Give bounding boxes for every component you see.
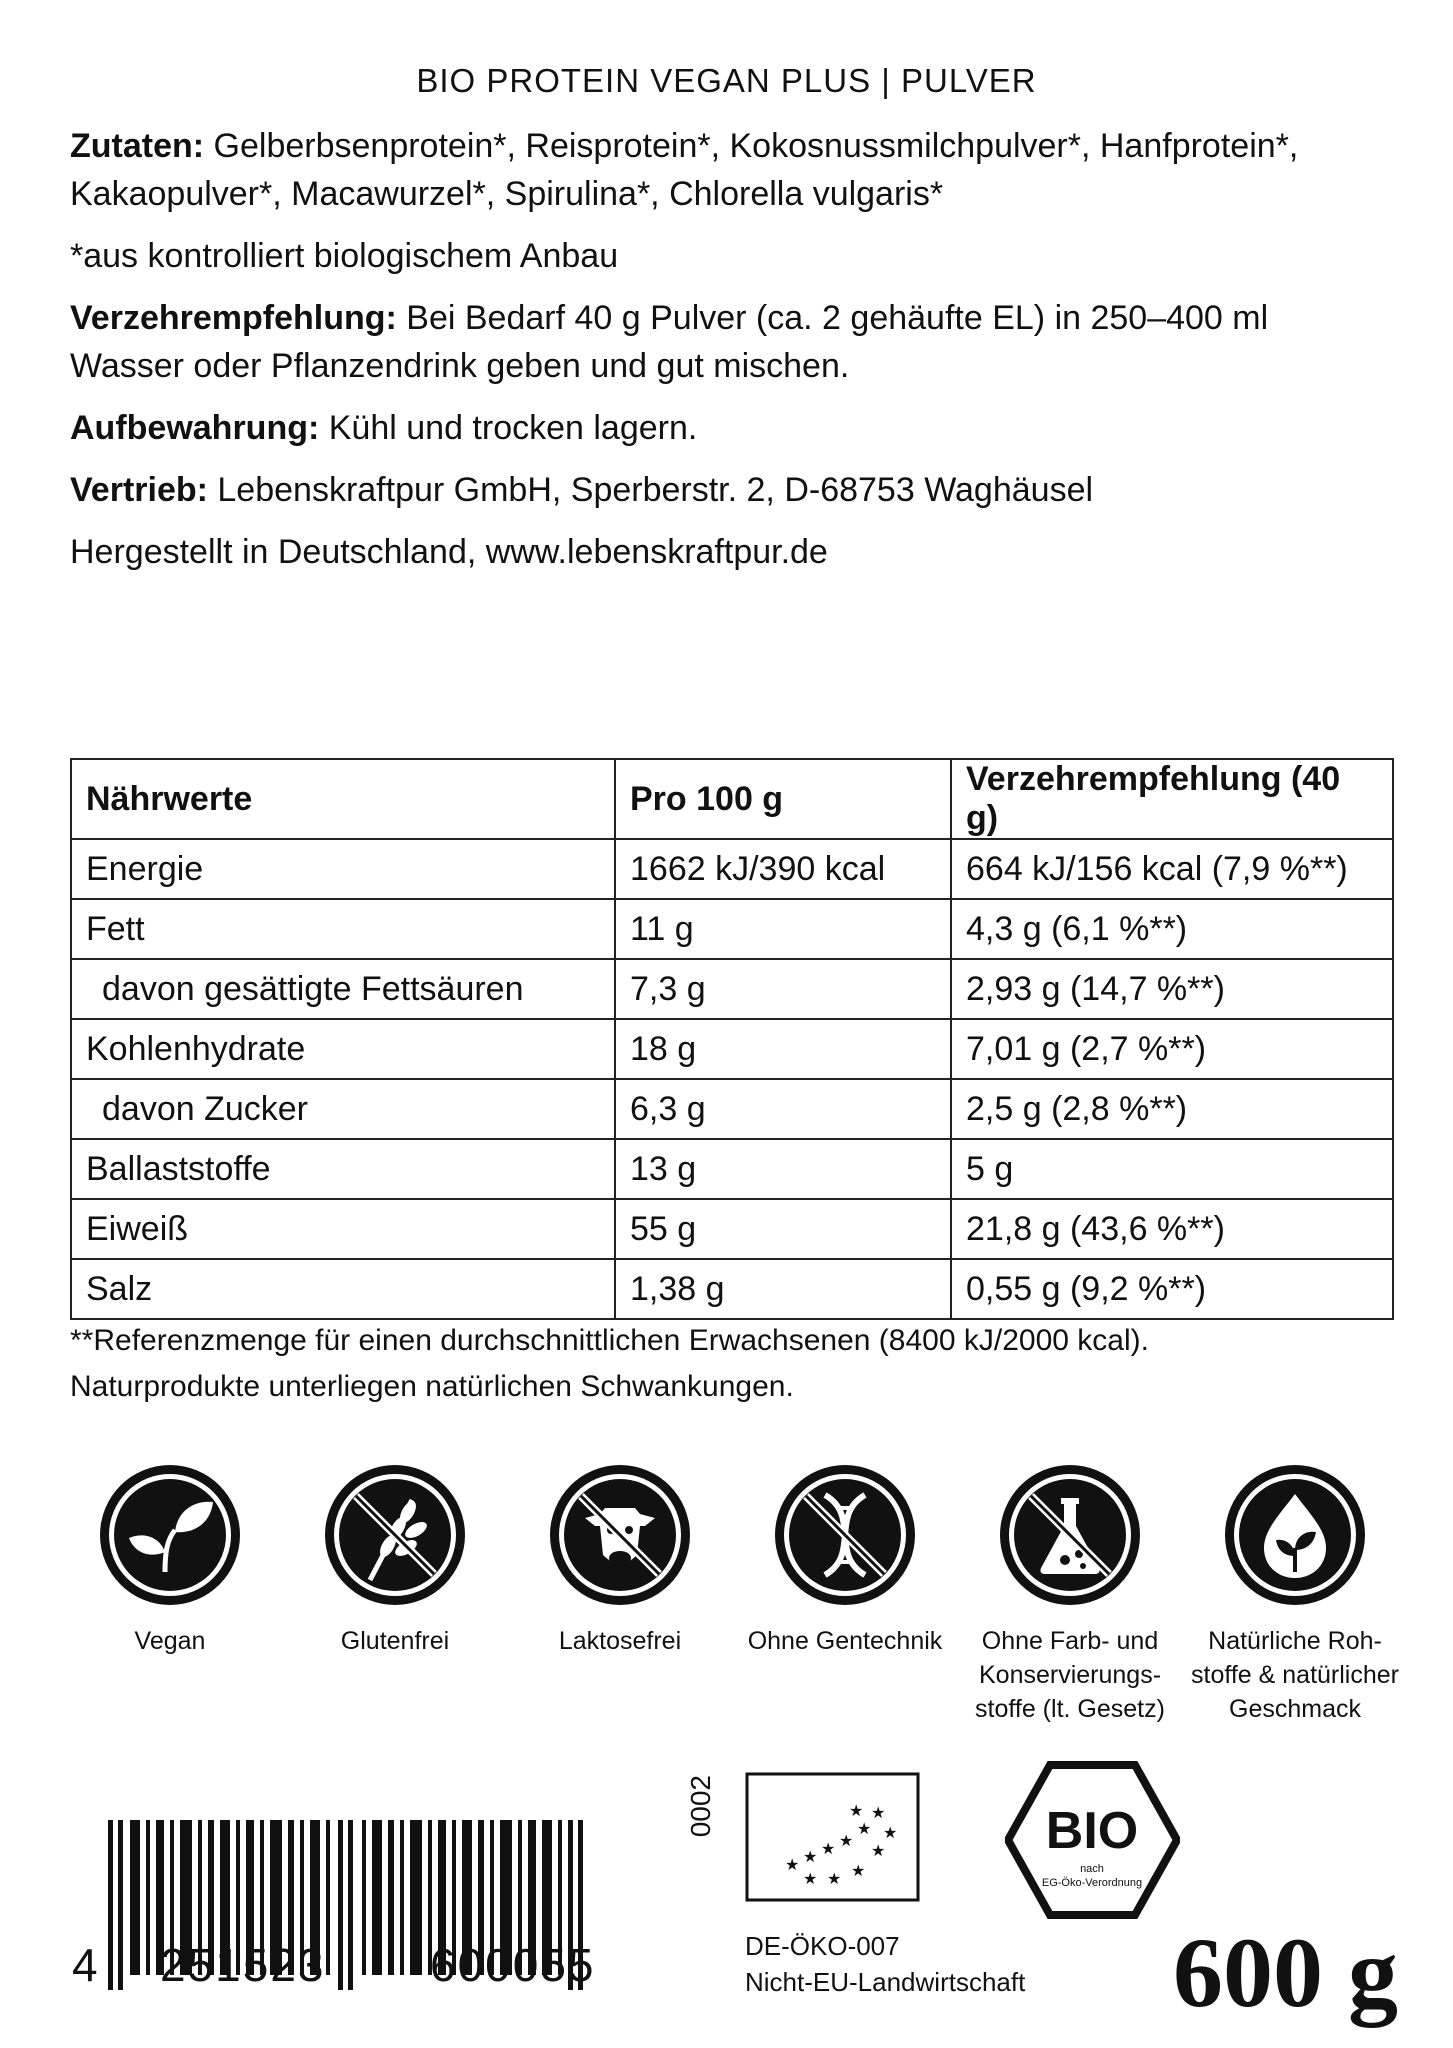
feature-gluten-free [285,1460,505,1658]
header-cell: Nährwerte [71,759,615,839]
eu-organic-logo [745,1772,920,1902]
table-row [71,1199,1393,1259]
barcode-side-code: 0002 [685,1775,716,1838]
per-serving-value: 2,5 g (2,8 %**) [951,1079,1393,1139]
per-100g-value: 18 g [615,1019,951,1079]
recommendation-label: Verzehrempfehlung: [70,299,397,337]
storage [70,404,1390,452]
table-row [71,899,1393,959]
lactose-free-icon [545,1460,695,1610]
svg-text:★: ★ [803,1869,818,1888]
no-gmo-icon [770,1460,920,1610]
icon-label: Ohne Farb- und Konservierungs-stoffe (lt. Gesetz) [975,1627,1165,1723]
svg-text:★: ★ [821,1839,836,1858]
per-100g-value: 13 g [615,1139,951,1199]
icon-label: Laktosefrei [558,1627,682,1655]
organic-note: *aus kontrolliert biologischem Anbau [70,237,619,275]
svg-text:★: ★ [827,1869,842,1888]
bio-seal-subtext-2: EG-Öko-Verordnung [1041,1877,1143,1889]
barcode-group-2: 600055 [430,1939,596,1991]
feature-natural [1185,1460,1405,1726]
barcode-digit-prefix: 4 [72,1939,100,1991]
svg-text:★: ★ [785,1855,800,1874]
icon-label: Glutenfrei [340,1627,450,1655]
barcode [70,1770,670,2040]
gluten-free-icon [320,1460,470,1610]
ingredients [70,122,1390,218]
per-serving-value: 21,8 g (43,6 %**) [951,1199,1393,1259]
eco-control-code: DE-ÖKO-007 [745,1931,900,1961]
bio-seal-icon [1005,1760,1180,1920]
table-header [71,759,1393,839]
svg-text:★: ★ [851,1861,866,1880]
nutrition-table [70,758,1394,1320]
nutrient-name: Kohlenhydrate [71,1019,615,1079]
footnote [70,1318,1149,1410]
per-serving-value: 7,01 g (2,7 %**) [951,1019,1393,1079]
nutrient-name: davon gesättigte Fettsäuren [71,959,615,1019]
natural-ingredients-icon [1220,1460,1370,1610]
feature-lactose-free [510,1460,730,1658]
svg-text:★: ★ [871,1841,886,1860]
agriculture-origin: Nicht-EU-Landwirtschaft [745,1967,1026,1997]
nutrient-name: Eiweiß [71,1199,615,1259]
footnote-reference: **Referenzmenge für einen durchschnittlichen Erwachsenen (8400 kJ/2000 kcal). [70,1324,1149,1357]
table-row [71,1079,1393,1139]
per-100g-value: 6,3 g [615,1079,951,1139]
vegan-icon [95,1460,245,1610]
net-weight: 600 g [1173,1917,1398,2028]
icon-label: Natürliche Roh-stoffe & natürlicher Geschmack [1191,1627,1399,1723]
certification-text [745,1928,1025,2000]
icon-label: Vegan [134,1627,206,1655]
bio-seal [1005,1760,1180,1925]
storage-label: Aufbewahrung: [70,409,320,447]
svg-text:★: ★ [883,1823,898,1842]
table-row [71,839,1393,899]
per-serving-value: 5 g [951,1139,1393,1199]
nutrient-name: davon Zucker [71,1079,615,1139]
nutrient-name: Fett [71,899,615,959]
ingredients-label: Zutaten: [70,127,205,165]
recommendation [70,294,1390,390]
per-100g-value: 55 g [615,1199,951,1259]
footnote-natural: Naturprodukte unterliegen natürlichen Schwankungen. [70,1370,794,1403]
nutrient-name: Ballaststoffe [71,1139,615,1199]
bio-seal-subtext-1: nach [1080,1863,1104,1875]
table-row [71,959,1393,1019]
per-100g-value: 1,38 g [615,1259,951,1319]
table-row [71,1019,1393,1079]
made-in: Hergestellt in Deutschland, www.lebenskraftpur.de [70,533,828,571]
header-cell: Pro 100 g [615,759,951,839]
nutrient-name: Energie [71,839,615,899]
per-serving-value: 2,93 g (14,7 %**) [951,959,1393,1019]
bio-seal-text: BIO [1045,1802,1139,1860]
nutrient-name: Salz [71,1259,615,1319]
per-serving-value: 664 kJ/156 kcal (7,9 %**) [951,839,1393,899]
per-100g-value: 11 g [615,899,951,959]
icon-label: Ohne Gentechnik [747,1627,943,1655]
svg-text:★: ★ [803,1847,818,1866]
feature-no-additives [960,1460,1180,1726]
storage-text: Kühl und trocken lagern. [319,409,698,447]
distribution-label: Vertrieb: [70,471,208,509]
product-title: BIO PROTEIN VEGAN PLUS | PULVER [416,62,1037,99]
header-cell: Verzehrempfehlung (40 g) [951,759,1393,839]
distribution-text: Lebenskraftpur GmbH, Sperberstr. 2, D-68753 Waghäusel [207,471,1094,509]
no-additives-icon [995,1460,1145,1610]
per-100g-value: 7,3 g [615,959,951,1019]
feature-vegan [60,1460,280,1658]
table-row [71,1139,1393,1199]
product-info [70,122,1390,590]
feature-no-gmo [735,1460,955,1658]
per-100g-value: 1662 kJ/390 kcal [615,839,951,899]
feature-icons [60,1460,1410,1723]
svg-text:★: ★ [839,1831,854,1850]
recommendation-text: Bei Bedarf 40 g Pulver (ca. 2 gehäufte EL) in 250–400 ml Wasser oder Pflanzendrink geben und gut mischen. [70,299,1269,385]
distribution [70,466,1390,514]
svg-text:★: ★ [849,1801,864,1820]
per-serving-value: 4,3 g (6,1 %**) [951,899,1393,959]
svg-text:★: ★ [871,1803,886,1822]
table-row [71,1259,1393,1319]
per-serving-value: 0,55 g (9,2 %**) [951,1259,1393,1319]
svg-text:★: ★ [857,1819,872,1838]
ingredients-text: Gelberbsenprotein*, Reisprotein*, Kokosnussmilchpulver*, Hanfprotein*, Kakaopulver*, Macawurzel*, Spirulina*, Chlorella vulgaris* [70,127,1299,213]
barcode-group-1: 251523 [160,1939,326,1991]
